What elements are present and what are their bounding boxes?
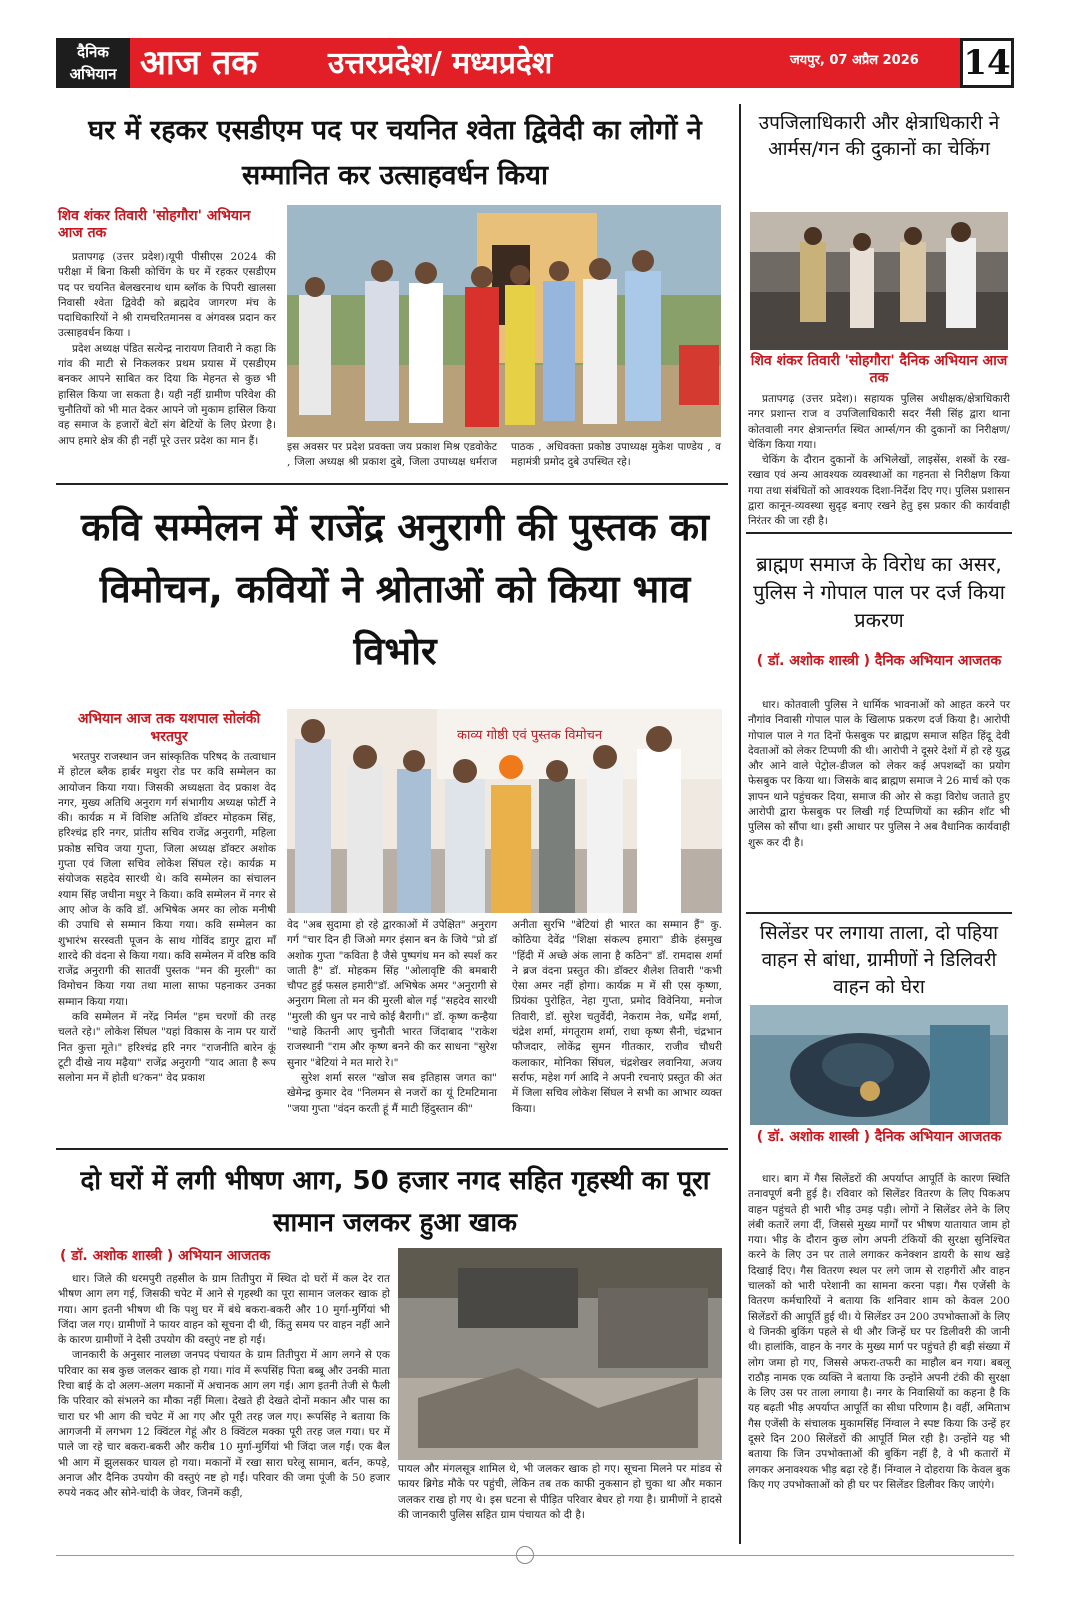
article-6-photo	[398, 1248, 722, 1460]
article-2-body	[748, 392, 1010, 530]
article-3-col2	[287, 918, 497, 1117]
section-title: उत्तरप्रदेश/ मध्यप्रदेश	[328, 46, 553, 81]
article-3-photo	[287, 709, 722, 913]
paragraph: धार। बाग में गैस सिलेंडरों की अपर्याप्त आपूर्ति के कारण स्थिति तनावपूर्ण बनी हुई है। रविवार को सिलेंडर वितरण के लिए पिकअप वाहन पहुंचते ही भारी भीड़ उमड़ पड़ी। लोगों ने सिलेंडर लेने के लिए लंबी कतारें लगा दीं, जिससे मुख्य मार्गों पर भीषण यातायात जाम हो गया। भीड़ के दौरान कुछ लोग अपनी टंकियों की सुरक्षा सुनिश्चित करने के लिए उन पर ताले लगाकर कनेक्शन डायरी के साथ खड़े दिखाई दिए। गैस वितरण स्थल पर लगे जाम से राहगीरों और वाहन चालकों को भारी परेशानी का सामना करना पड़ा। गैस एजेंसी के वितरण कर्मचारियों ने बताया कि शनिवार शाम को केवल 200 सिलेंडरों की आपूर्ति हुई थी। ये सिलेंडर उन 200 उपभोक्ताओं के लिए थे जिनकी बुकिंग पहले से थी और जिन्हें घर पर डिलीवरी की जानी थी। हालांकि, वाहन के नगर के मुख्य मार्ग पर पहुंचते ही बड़ी संख्या में लोग जमा हो गए, जिससे अफरा-तफरी का माहौल बन गया। बबलू राठौड़ नामक एक व्यक्ति ने बताया कि उन्होंने अपनी टंकी की सुरक्षा के लिए उस पर ताला लगाया है। नगर के निवासियों का कहना है कि यह बढ़ती भीड़ अपर्याप्त आपूर्ति का सीधा परिणाम है। वहीं, अमिताभ गैस एजेंसी के संचालक मुकामसिंह निंग्वाल ने स्पष्ट किया कि उन्हें हर दूसरे दिन 200 सिलेंडरों की आपूर्ति मिल रही है। उन्होंने यह भी बताया कि जिन उपभोक्ताओं की बुकिंग नहीं है, वे भी कतारों में लगकर अनावश्यक भीड़ बढ़ा रहे हैं। निंग्वाल ने दोहराया कि केवल बुक किए गए उपभोक्ताओं को ही घर पर सिलेंडर डिलीवर किए जाएंगे।	[748, 1173, 1010, 1491]
article-6-byline: ( डॉ. अशोक शास्त्री ) अभियान आजतक	[60, 1248, 271, 1264]
paragraph: धार। जिले की धरमपुरी तहसील के ग्राम तितीपुरा में स्थित दो घरों में कल देर रात भीषण आग लग गई, जिसकी चपेट में आने से गृहस्थी का पूरा सामान जलकर खाक हो गया। आग इतनी भीषण थी कि पशु घर में बंधे बकरा-बकरी और 10 मुर्गा-मुर्गियां भी जिंदा जल गए। ग्रामीणों ने फायर वाहन को सूचना दी थी, किंतु समय पर वाहन नहीं आने के कारण ग्रामीणों ने देसी उपयोग की वस्तुएं नष्ट हो गई।	[58, 1273, 390, 1347]
article-2-byline: शिव शंकर तिवारी 'सोहगौरा' दैनिक अभियान आज तक	[750, 353, 1008, 386]
article-5-body	[748, 1172, 1010, 1493]
paragraph: भरतपुर राजस्थान जन सांस्कृतिक परिषद के तत्वाधान में होटल ब्लैक हार्बर मथुरा रोड पर कवि सम्मेलन का आयोजन किया गया। जिसकी अध्यक्षता वेद प्रकाश वेद नगर, मुख्य अतिथि अनुराग गर्ग संभागीय अध्यक्ष फोर्टी ने की। कार्यक्र म में विशिष्ट अतिथि डॉक्टर मोहकम सिंह, हरिश्चंद्र हरि नगर, प्रांतीय सचिव राजेंद्र अनुरागी, महिला प्रकोष्ठ सचिव जया गुप्ता, जिला अध्यक्ष डॉक्टर अशोक गुप्ता एवं जिला सचिव लोकेश सिंघल रहे। कार्यक्र म संयोजक सहदेव सारथी थे। कवि सम्मेलन का संचालन श्याम सिंह जधीना मधुर ने किया। कवि सम्मेलन में नगर से आए ओज के कवि डॉ. अभिषेक अमर का लोक मनीषी की उपाधि से सम्मान किया गया। कवि सम्मेलन का शुभारंभ सरस्वती पूजन के साथ गोविंद डागुर द्वारा माँ शारदे की वंदना से किया गया। कवि सम्मेलन में वरिष्ठ कवि राजेंद्र अनुरागी की सातवीं पुस्तक "मन की मुरली" का विमोचन किया गया तथा माला साफा पहनाकर उनका सम्मान किया गया।	[58, 751, 276, 1008]
article-5-byline: ( डॉ. अशोक शास्त्री ) दैनिक अभियान आजतक	[756, 1129, 1002, 1145]
section-divider	[56, 1148, 728, 1150]
article-1-body	[58, 250, 276, 449]
brand-logo	[56, 38, 130, 88]
article-2-headline: उपजिलाधिकारी और क्षेत्राधिकारी ने आर्मस/गन की दुकानों का चेकिंग	[758, 112, 1000, 160]
article-6-body-cont	[398, 1462, 722, 1523]
paragraph: प्रतापगढ़ (उत्तर प्रदेश)।यूपी पीसीएस 2024 की परीक्षा में बिना किसी कोचिंग के घर में रहकर एसडीएम पद पर चयनित बेलखरनाथ धाम ब्लॉक के पिपरी खालसा निवासी श्वेता द्विवेदी को ब्रह्मदेव जागरण मंच के पदाधिकारियों ने श्री रामचरितमानस व अंगवस्त्र प्रदान कर उत्साहवर्धन किया ।	[58, 251, 276, 340]
banner-text: काव्य गोष्ठी एवं पुस्तक विमोचन	[457, 728, 603, 743]
paragraph: चेकिंग के दौरान दुकानों के अभिलेखों, लाइसेंस, शस्त्रों के रख-रखाव एवं अन्य आवश्यक व्यवस्थाओं का गहनता से निरीक्षण किया गया तथा संबंधितों को आवश्यक दिशा-निर्देश दिए गए। पुलिस प्रशासन द्वारा कानून-व्यवस्था सुदृढ़ बनाए रखने हेतु इस प्रकार की कार्यवाही निरंतर की जा रही है।	[748, 454, 1010, 528]
section-divider	[746, 912, 1012, 914]
article-1-byline: शिव शंकर तिवारी 'सोहगौरा' अभियान आज तक	[58, 208, 251, 241]
article-1-photo	[287, 205, 721, 437]
article-5-photo	[750, 1005, 1008, 1125]
paragraph: जानकारी के अनुसार नालछा जनपद पंचायत के ग्राम तितीपुरा में आग लगने से एक परिवार का सब कुछ जलकर खाक हो गया। गांव में रूपसिंह पिता बब्बू और उनकी माता रिचा बाई के दो अलग-अलग मकानों में अचानक आग लग गई। आग इतनी तेजी से फैली कि परिवार को संभलने का मौका नहीं मिला। देखते ही देखते दोनों मकान और पास का चारा घर भी आग की चपेट में आ गए और पूरी तरह जल गए। रूपसिंह ने बताया कि आगजनी में लगभग 12 क्विंटल गेहूं और 8 क्विंटल मक्का पूरी तरह जल गया। घर में पाले जा रहे चार बकरा-बकरी और करीब 10 मुर्गा-मुर्गियां भी जिंदा जल गईं। एक बैल भी आग में झुलसकर घायल हो गया। मकानों में रखा सारा घरेलू सामान, बर्तन, कपड़े, अनाज और दैनिक उपयोग की वस्तुएं नष्ट हो गईं। परिवार की जमा पूंजी के 50 हजार रुपये नकद और सोने-चांदी के जेवर, जिनमें कड़ी,	[58, 1349, 390, 1500]
article-6-headline: दो घरों में लगी भीषण आग, 50 हजार नगद सहित गृहस्थी का पूरा सामान जलकर हुआ खाक	[80, 1166, 710, 1238]
article-3-col1	[58, 750, 276, 1087]
paragraph: प्रतापगढ़ (उत्तर प्रदेश)। सहायक पुलिस अधीक्षक/क्षेत्राधिकारी नगर प्रशान्त राज व उपजिलाधिकारी सदर नैंसी सिंह द्वारा थाना कोतवाली नगर क्षेत्रान्तर्गत स्थित आर्म्स/गन की दुकानों का निरीक्षण/चेकिंग किया गया।	[748, 393, 1010, 451]
issue-date: जयपुर, 07 अप्रैल 2026	[790, 53, 919, 68]
paragraph: सुरेश शर्मा सरल "खोज सब इतिहास जगत का" खेमेन्द्र कुमार देव "निलमन से नजरों का यूं टिमटिमाना "जया गुप्ता "वंदन करती हूं मैं माटी हिंदुस्तान की"	[287, 1071, 497, 1115]
paragraph: वेद "अब सुदामा हो रहे द्वारकाओं में उपेक्षित" अनुराग गर्ग "चार दिन ही जिओ मगर इंसान बन के जिये "प्रो डॉ अशोक गुप्ता "कविता है जैसे पुष्पगंध मन को स्पर्श कर जाती है" डॉ. मोहकम सिंह "ओलावृष्टि की बमबारी चौपट हुई फसल हमारी"डॉ. अभिषेक अमर "अनुरागी से अनुराग मिला तो मन की मुरली बोल गई "सहदेव सारथी "मुरली की धुन पर नाचे कोई बैरागी।" डॉ. कृष्ण कन्हैया "चाहे कितनी आए चुनौती भारत जिंदाबाद "राकेश राजस्थानी "राम और कृष्ण बनने की कर साधना "सुरेश सुनार "बेटियां ने मत मारो रे।"	[287, 919, 497, 1069]
article-4-headline: ब्राह्मण समाज के विरोध का असर, पुलिस ने गोपाल पाल पर दर्ज किया प्रकरण	[753, 552, 1005, 632]
article-2-photo	[750, 212, 1008, 350]
paragraph: अनीता सुरभि "बेटियां ही भारत का सम्मान हैं" कु. कोठिया देवेंद्र "शिक्षा संकल्प हमारा" डीके हंसमुख "हिंदी में अच्छे अंक लाना है कठिन" डॉ. रामदास शर्मा ने ब्रज वंदना प्रस्तुत की। डॉक्टर शैलेश तिवारी "कभी ऐसा अमर नहीं होगा। कार्यक्र म में सी एस कृष्णा, प्रियंका पुरोहित, नेहा गुप्ता, प्रमोद विवेनिया, मनोज तिवारी, डॉ. सुरेश चतुर्वेदी, नेकराम नेक, धर्मेंद्र शर्मा, चंद्रेश शर्मा, मंगतूराम शर्मा, राधा कृष्ण सैनी, चंद्रभान फौजदार, लोकेंद्र सुमन गीतकार, राजीव चौधरी कलाकार, मोनिका सिंघल, चंद्रशेखर लवानिया, अजय सर्राफ, महेश गर्ग आदि ने अपनी रचनाएं प्रस्तुत की अंत में जिला सचिव लोकेश सिंघल ने सभी का आभार व्यक्त किया।	[512, 919, 722, 1115]
column-divider	[739, 104, 741, 1544]
paragraph: प्रदेश अध्यक्ष पंडित सत्येन्द्र नारायण तिवारी ने कहा कि गांव की माटी से निकलकर प्रथम प्रयास में एसडीएम बनकर आपने साबित कर दिया कि मेहनत से कुछ भी हासिल किया जा सकता है। यही नहीं ग्रामीण परिवेश की चुनौतियों को भी मात देकर आपने जो मुकाम हासिल किया वह समाज के हजारों बेटों संग बेटियों के लिए प्रेरणा है। आप हमारे क्षेत्र की ही नहीं पूरे उत्तर प्रदेश का मान हैं।	[58, 342, 276, 447]
article-4-byline: ( डॉ. अशोक शास्त्री ) दैनिक अभियान आजतक	[756, 653, 1002, 669]
footer-rule	[56, 1555, 1014, 1556]
article-4-body	[748, 698, 1010, 851]
article-6-body	[58, 1272, 390, 1501]
brand-text: दैनिक अभियान	[69, 43, 117, 83]
page-number: 14	[960, 38, 1014, 88]
registration-mark	[516, 1546, 534, 1564]
section-divider	[56, 483, 728, 485]
article-1-headline: घर में रहकर एसडीएम पद पर चयनित श्वेता द्विवेदी का लोगों ने सम्मानित कर उत्साहवर्धन किया	[88, 115, 702, 191]
article-3-headline: कवि सम्मेलन में राजेंद्र अनुरागी की पुस्तक का विमोचन, कवियों ने श्रोताओं को किया भाव विभोर	[81, 505, 709, 673]
paragraph: धार। कोतवाली पुलिस ने धार्मिक भावनाओं को आहत करने पर नौगांव निवासी गोपाल पाल के खिलाफ प्रकरण दर्ज किया है। आरोपी गोपाल पाल ने गत दिनों फेसबुक पर ब्राह्मण समाज सहित हिंदू देवी देवताओं को लेकर टिप्पणी की थी। आरोपी ने दूसरे देशों में हो रहे युद्ध और आने वाले पेट्रोल-डीजल को लेकर कई अपशब्दों का प्रयोग फेसबुक पर किया था। जिसके बाद ब्राह्मण समाज ने 26 मार्च को एक ज्ञापन थाने पहुंचकर दिया, समाज की ओर से कड़ा विरोध जताते हुए आरोपी द्वारा फेसबुक पर लिखी गई टिप्पणियों का स्क्रीन शॉट भी पुलिस को सौंपा था। इसी आधार पर पुलिस ने अब वैधानिक कार्यवाही शुरू कर दी है।	[748, 699, 1010, 849]
paragraph: पायल और मंगलसूत्र शामिल थे, भी जलकर खाक हो गए। सूचना मिलने पर मांडव से फायर ब्रिगेड मौके पर पहुंची, लेकिन तब तक काफी नुकसान हो चुका था और मकान जलकर राख हो गए थे। इस घटना से पीड़ित परिवार बेघर हो गया है। ग्रामीणों ने हादसे की जानकारी पुलिस सहित ग्राम पंचायत को दी है।	[398, 1463, 722, 1521]
article-5-headline: सिलेंडर पर लगाया ताला, दो पहिया वाहन से बांधा, ग्रामीणों ने डिलिवरी वाहन को घेरा	[759, 922, 999, 998]
article-3-byline: अभियान आज तक यशपाल सोलंकी भरतपुर	[77, 711, 261, 745]
article-1-caption: इस अवसर पर प्रदेश प्रवक्ता जय प्रकाश मिश्र एडवोकेट , जिला अध्यक्ष श्री प्रकाश दुबे, जिला उपाध्यक्ष धर्मराज पाठक , अधिवक्ता प्रकोष्ठ उपाध्यक्ष मुकेश पाण्डेय , व महामंत्री प्रमोद दुबे उपस्थित रहे।	[287, 441, 721, 468]
paragraph: कवि सम्मेलन में नरेंद्र निर्मल "हम चरणों की तरह चलते रहे।" लोकेश सिंघल "यहां विकास के नाम पर यारों नित कुत्ता मूते।" हरिश्चंद्र हरि नगर "राजनीति बारेन कूं टूटी दीखे नाय मढ़ैया" राजेंद्र अनुरागी "याद आता है रूप सलोना मन में होती ध?कन" वेद प्रकाश	[58, 1011, 276, 1085]
article-3-col3	[512, 918, 722, 1117]
section-divider	[746, 532, 1012, 534]
paper-title: आज तक	[140, 43, 258, 83]
